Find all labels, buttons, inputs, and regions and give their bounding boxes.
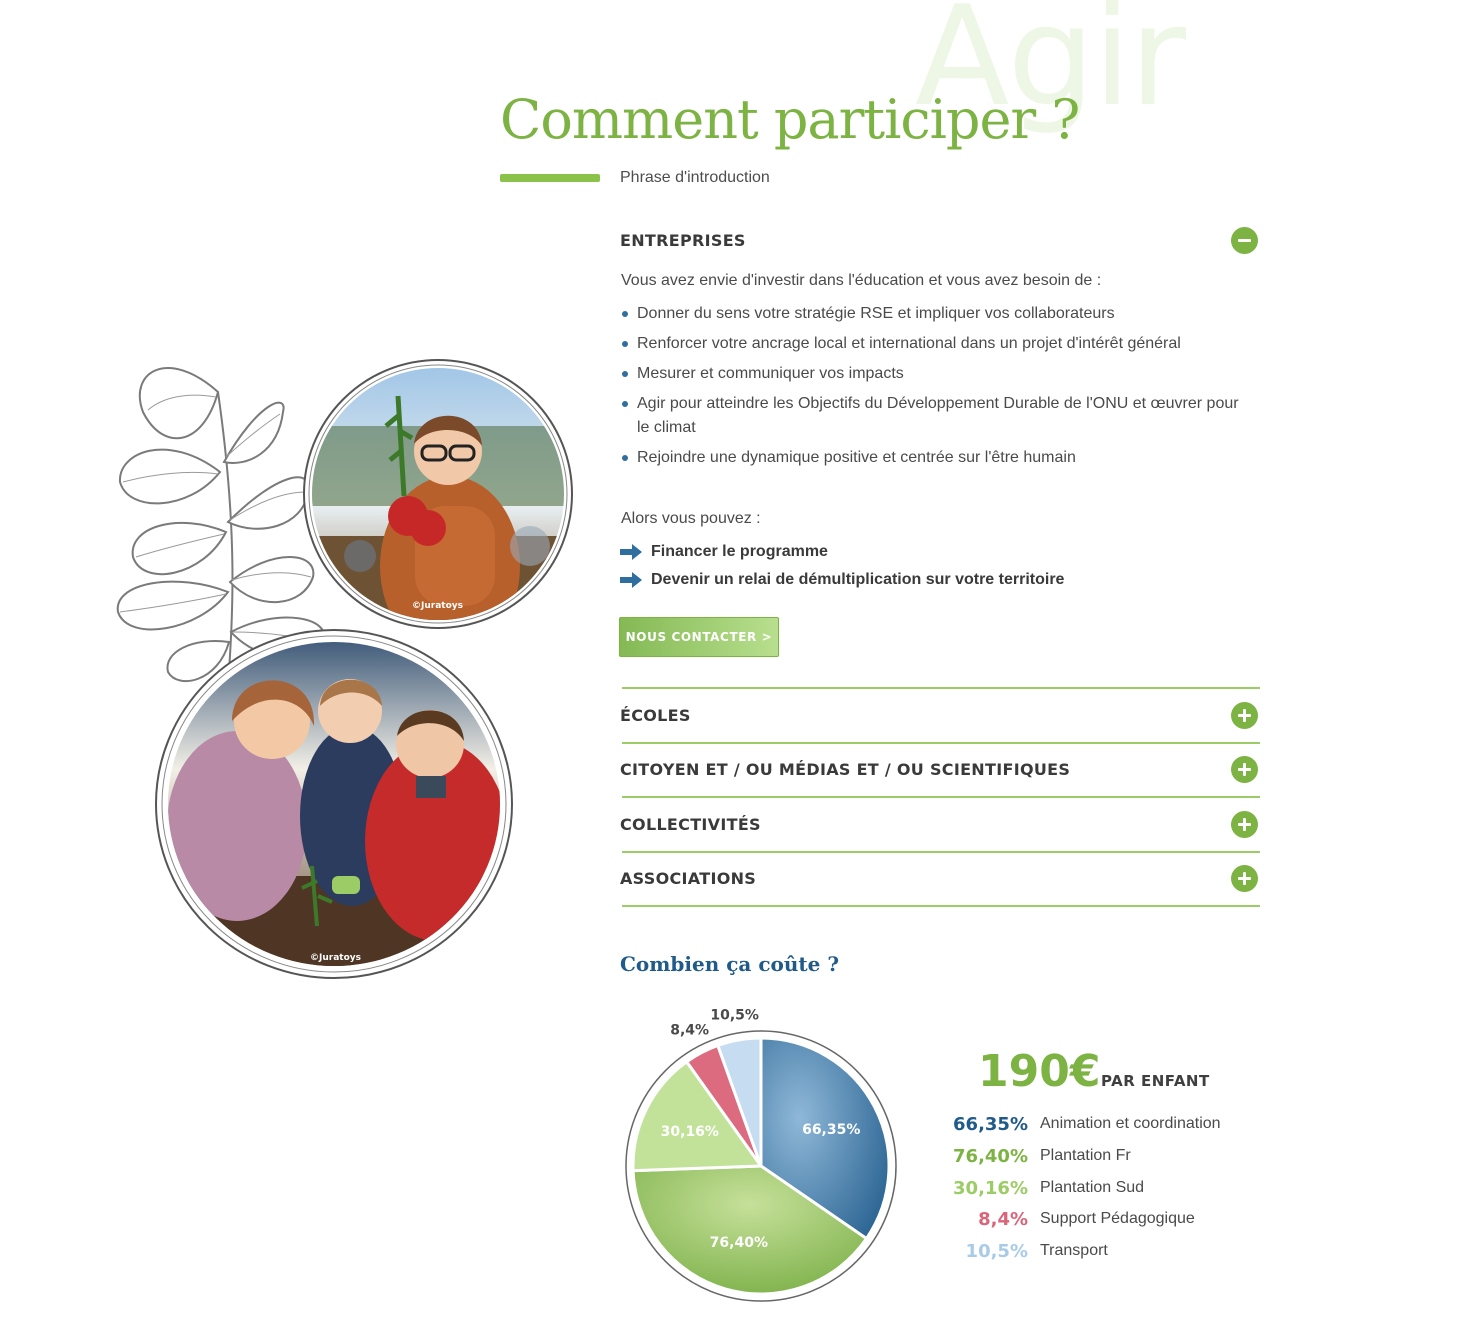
photo-children-planting <box>152 626 516 984</box>
title-underline <box>500 174 600 182</box>
legend-pct: 76,40% <box>953 1145 1028 1167</box>
legend-label: Transport <box>1040 1242 1108 1259</box>
action-item <box>620 543 828 561</box>
pie-data-label: 76,40% <box>709 1235 768 1252</box>
cost-title: Combien ça coûte ? <box>620 952 840 976</box>
legend-item <box>940 1206 1270 1232</box>
photo-credit: ©Juratoys <box>412 601 463 611</box>
cost-pie-chart <box>600 1000 920 1310</box>
legend-label: Animation et coordination <box>1040 1115 1221 1132</box>
legend-pct: 8,4% <box>978 1208 1028 1230</box>
accordion-title: CITOYEN ET / OU MÉDIAS ET / OU SCIENTIFIQUES <box>620 759 1071 779</box>
intro-text: Phrase d'introduction <box>620 169 770 186</box>
action-item <box>620 571 1064 589</box>
pie-data-label: 8,4% <box>670 1022 710 1039</box>
accordion-header-associations[interactable] <box>620 858 1260 898</box>
needs-list <box>621 302 1241 476</box>
divider <box>622 687 1260 689</box>
expand-plus-icon[interactable] <box>1231 702 1258 729</box>
action-label: Devenir un relai de démultiplication sur votre territoire <box>651 571 1065 588</box>
section-lead-text: Vous avez envie d'investir dans l'éducation et vous avez besoin de : <box>621 272 1102 289</box>
expand-plus-icon[interactable] <box>1231 865 1258 892</box>
legend-pct: 10,5% <box>965 1240 1028 1262</box>
photo-credit: ©Juratoys <box>310 953 361 963</box>
background-word: Agir <box>915 0 1185 137</box>
photo-child-with-seedling <box>300 356 576 632</box>
contact-us-button[interactable]: NOUS CONTACTER > <box>619 617 779 657</box>
list-item: Mesurer et communiquer vos impacts <box>621 362 1241 386</box>
pie-data-label: 10,5% <box>710 1007 759 1024</box>
legend-item <box>940 1143 1270 1169</box>
list-item: Agir pour atteindre les Objectifs du Développement Durable de l'ONU et œuvrer pour le climat <box>621 392 1241 440</box>
legend-label: Plantation Sud <box>1040 1179 1145 1196</box>
accordion-title: ASSOCIATIONS <box>620 868 757 888</box>
list-item: Rejoindre une dynamique positive et centrée sur l'être humain <box>621 446 1241 470</box>
expand-plus-icon[interactable] <box>1231 811 1258 838</box>
list-item: Donner du sens votre stratégie RSE et impliquer vos collaborateurs <box>621 302 1241 326</box>
price-unit: PAR ENFANT <box>1101 1072 1210 1090</box>
expand-plus-icon[interactable] <box>1231 756 1258 783</box>
arrow-right-icon <box>620 544 642 560</box>
accordion-header-ecoles[interactable] <box>620 695 1260 735</box>
legend-item <box>940 1175 1270 1201</box>
accordion-header-entreprises[interactable] <box>620 220 1260 260</box>
legend-item <box>940 1111 1270 1137</box>
legend-label: Support Pédagogique <box>1040 1210 1195 1227</box>
then-text: Alors vous pouvez : <box>621 510 761 527</box>
accordion-title: ÉCOLES <box>620 705 691 725</box>
legend-label: Plantation Fr <box>1040 1147 1131 1164</box>
list-item: Renforcer votre ancrage local et international dans un projet d'intérêt général <box>621 332 1241 356</box>
accordion-header-citoyen[interactable] <box>620 749 1260 789</box>
pie-data-label: 30,16% <box>660 1123 719 1140</box>
legend-pct: 66,35% <box>953 1113 1028 1135</box>
page-title: Comment participer ? <box>500 88 1080 151</box>
arrow-right-icon <box>620 572 642 588</box>
divider <box>622 851 1260 853</box>
accordion-title: ENTREPRISES <box>620 230 746 250</box>
accordion-header-collectivites[interactable] <box>620 804 1260 844</box>
action-label: Financer le programme <box>651 543 828 560</box>
legend-item <box>940 1238 1270 1264</box>
divider <box>622 905 1260 907</box>
price-value: 190€ <box>978 1046 1101 1097</box>
divider <box>622 742 1260 744</box>
legend-pct: 30,16% <box>953 1177 1028 1199</box>
collapse-minus-icon[interactable] <box>1231 227 1258 254</box>
accordion-title: COLLECTIVITÉS <box>620 814 761 834</box>
divider <box>622 796 1260 798</box>
pie-data-label: 66,35% <box>802 1122 861 1139</box>
